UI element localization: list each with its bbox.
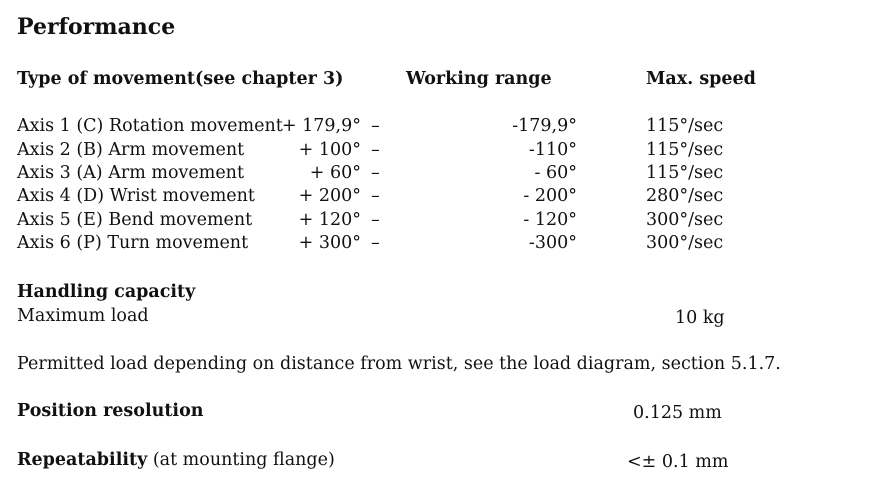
- axis-name: Axis 3 (A) Arm movement: [17, 163, 244, 183]
- position-resolution-label: Position resolution: [17, 401, 204, 421]
- range-dash: –: [371, 233, 380, 253]
- range-dash: –: [371, 116, 380, 136]
- range-from: + 100°: [298, 140, 361, 160]
- column-header-max-speed: Max. speed: [646, 69, 756, 89]
- table-row: [0, 116, 883, 139]
- range-to: - 200°: [523, 186, 577, 206]
- axis-name: Axis 6 (P) Turn movement: [17, 233, 249, 253]
- axis-name: Axis 1 (C) Rotation movement: [17, 116, 283, 136]
- maximum-load-label: Maximum load: [17, 306, 149, 326]
- repeatability-label: Repeatability: [17, 450, 148, 470]
- range-to: -110°: [528, 140, 577, 160]
- table-row: [0, 163, 883, 186]
- repeatability-value: <± 0.1 mm: [627, 452, 729, 472]
- page-title: Performance: [17, 14, 176, 40]
- max-speed: 115°/sec: [646, 140, 724, 160]
- range-to: -179,9°: [512, 116, 577, 136]
- range-to: - 60°: [534, 163, 577, 183]
- axis-name: Axis 5 (E) Bend movement: [17, 210, 253, 230]
- range-from: + 120°: [298, 210, 361, 230]
- max-speed: 280°/sec: [646, 186, 724, 206]
- table-row: [0, 233, 883, 256]
- column-header-type: Type of movement(see chapter 3): [17, 69, 344, 89]
- range-to: - 120°: [523, 210, 577, 230]
- range-dash: –: [371, 163, 380, 183]
- axis-name: Axis 4 (D) Wrist movement: [17, 186, 255, 206]
- range-to: -300°: [528, 233, 577, 253]
- axis-name: Axis 2 (B) Arm movement: [17, 140, 245, 160]
- table-row: [0, 186, 883, 209]
- repeatability-line: [17, 450, 335, 470]
- table-row: [0, 210, 883, 233]
- column-header-working-range: Working range: [406, 69, 552, 89]
- maximum-load-value: 10 kg: [675, 308, 725, 328]
- max-speed: 300°/sec: [646, 210, 724, 230]
- range-from: + 200°: [298, 186, 361, 206]
- range-from: + 179,9°: [281, 116, 361, 136]
- repeatability-qualifier: (at mounting flange): [152, 450, 335, 470]
- range-dash: –: [371, 140, 380, 160]
- position-resolution-value: 0.125 mm: [633, 403, 722, 423]
- range-from: + 60°: [309, 163, 361, 183]
- table-row: [0, 140, 883, 163]
- range-from: + 300°: [298, 233, 361, 253]
- max-speed: 300°/sec: [646, 233, 724, 253]
- max-speed: 115°/sec: [646, 163, 724, 183]
- load-note: Permitted load depending on distance from wrist, see the load diagram, section 5.1.7.: [17, 354, 781, 374]
- handling-capacity-heading: Handling capacity: [17, 282, 196, 302]
- range-dash: –: [371, 186, 380, 206]
- range-dash: –: [371, 210, 380, 230]
- max-speed: 115°/sec: [646, 116, 724, 136]
